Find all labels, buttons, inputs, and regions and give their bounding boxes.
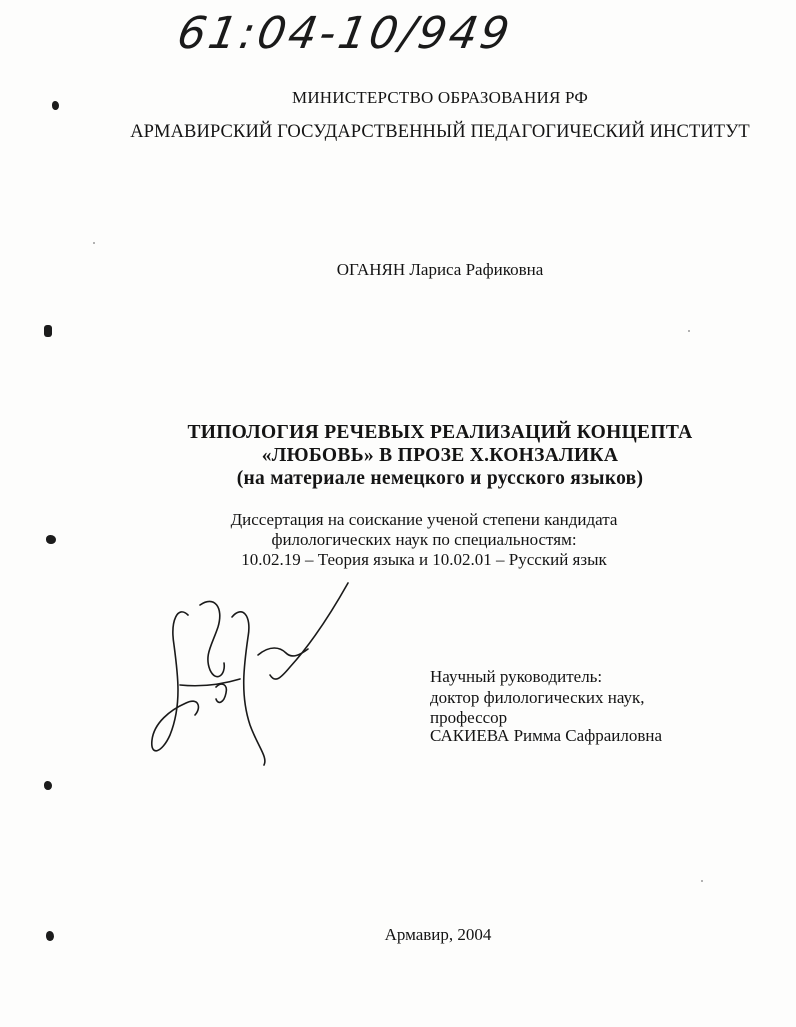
- signature-stroke: [152, 612, 199, 751]
- degree-statement-line-1: Диссертация на соискание ученой степени кандидата: [230, 510, 618, 529]
- dissertation-title-line-2: «ЛЮБОВЬ» В ПРОЗЕ Х.КОНЗАЛИКА: [261, 445, 619, 466]
- binding-hole-mark: [46, 931, 54, 941]
- binding-hole-mark: [44, 781, 52, 790]
- supervisor-degree: доктор филологических наук,: [430, 688, 645, 707]
- signature-stroke: [200, 601, 224, 676]
- signature-stroke: [216, 684, 226, 702]
- supervisor-position: профессор: [430, 708, 508, 727]
- ministry-heading: МИНИСТЕРСТВО ОБРАЗОВАНИЯ РФ: [292, 88, 588, 107]
- scan-speck: [701, 880, 703, 882]
- specialty-codes: 10.02.19 – Теория языка и 10.02.01 – Русский язык: [241, 550, 607, 569]
- supervisor-name: САКИЕВА Римма Сафраиловна: [430, 726, 663, 745]
- city-year: Армавир, 2004: [384, 925, 492, 944]
- scan-speck: [688, 330, 690, 332]
- signature-stroke: [232, 612, 265, 765]
- signature-stroke: [180, 679, 240, 686]
- dissertation-title-line-3: (на материале немецкого и русского языков): [236, 468, 644, 489]
- archive-code: 61:04-10/949: [173, 8, 516, 59]
- signature-stroke: [270, 583, 348, 679]
- supervisor-label: Научный руководитель:: [430, 667, 603, 686]
- author-name: ОГАНЯН Лариса Рафиковна: [336, 260, 544, 279]
- binding-hole-mark: [46, 535, 56, 544]
- institute-heading: АРМАВИРСКИЙ ГОСУДАРСТВЕННЫЙ ПЕДАГОГИЧЕСКИЙ ИНСТИТУТ: [130, 122, 750, 142]
- dissertation-title-line-1: ТИПОЛОГИЯ РЕЧЕВЫХ РЕАЛИЗАЦИЙ КОНЦЕПТА: [187, 422, 693, 443]
- scan-speck: [93, 242, 95, 244]
- handwritten-signature: [140, 575, 370, 775]
- degree-statement-line-2: филологических наук по специальностям:: [271, 530, 577, 549]
- binding-hole-mark: [52, 101, 59, 110]
- binding-hole-mark: [44, 325, 52, 337]
